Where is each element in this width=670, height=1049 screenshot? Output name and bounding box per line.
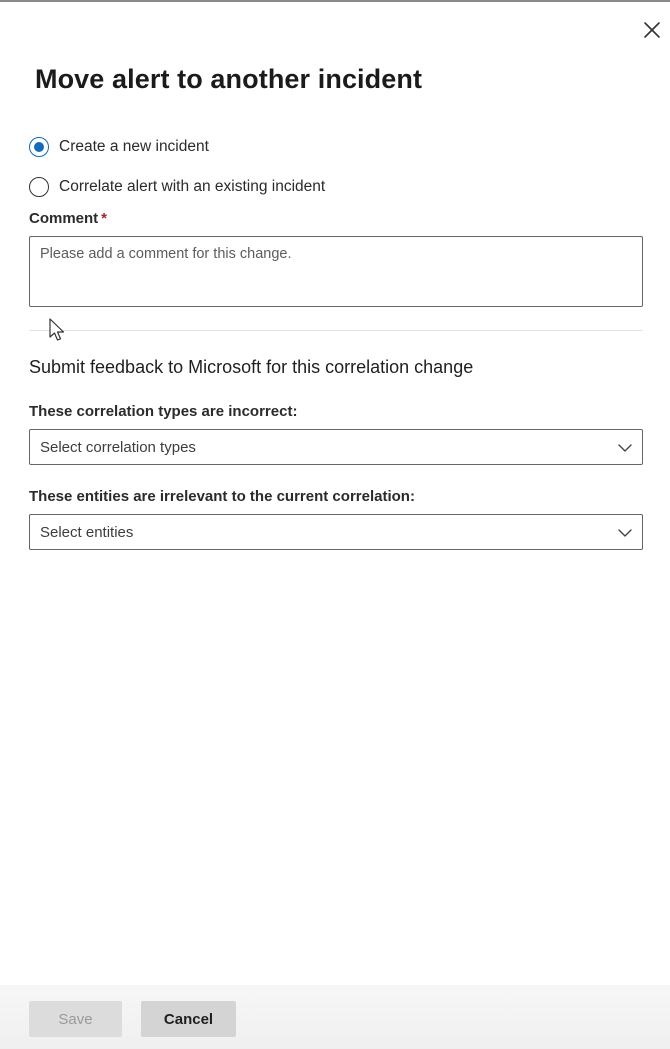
feedback-heading: Submit feedback to Microsoft for this correlation change [29, 357, 474, 377]
correlation-types-dropdown[interactable] [29, 429, 643, 465]
mouse-cursor-icon [48, 317, 66, 343]
radio-label: Correlate alert with an existing incident [59, 178, 326, 195]
close-button[interactable] [638, 16, 666, 44]
radio-create-new-incident[interactable] [29, 134, 209, 160]
close-icon [638, 16, 666, 44]
top-border [0, 0, 670, 2]
save-button[interactable]: Save [29, 1001, 122, 1037]
radio-correlate-existing-incident[interactable] [29, 174, 325, 200]
cancel-button[interactable]: Cancel [141, 1001, 236, 1037]
entities-label: These entities are irrelevant to the current correlation: [29, 488, 415, 505]
entities-placeholder: Select entities [40, 523, 134, 541]
section-divider [29, 330, 643, 331]
dialog-title: Move alert to another incident [35, 64, 423, 94]
comment-placeholder: Please add a comment for this change. [40, 246, 292, 262]
entities-dropdown[interactable] [29, 514, 643, 550]
radio-button-checked[interactable] [29, 137, 49, 157]
radio-button-unchecked[interactable] [29, 177, 49, 197]
chevron-down-icon [616, 524, 634, 542]
chevron-down-icon [616, 439, 634, 457]
correlation-types-placeholder: Select correlation types [40, 438, 196, 456]
comment-input[interactable] [29, 236, 643, 307]
correlation-types-label: These correlation types are incorrect: [29, 403, 298, 420]
required-marker: * [101, 210, 108, 227]
comment-label-text: Comment [29, 210, 99, 227]
comment-label [29, 210, 107, 227]
radio-label: Create a new incident [59, 138, 209, 155]
radio-dot [34, 142, 44, 152]
